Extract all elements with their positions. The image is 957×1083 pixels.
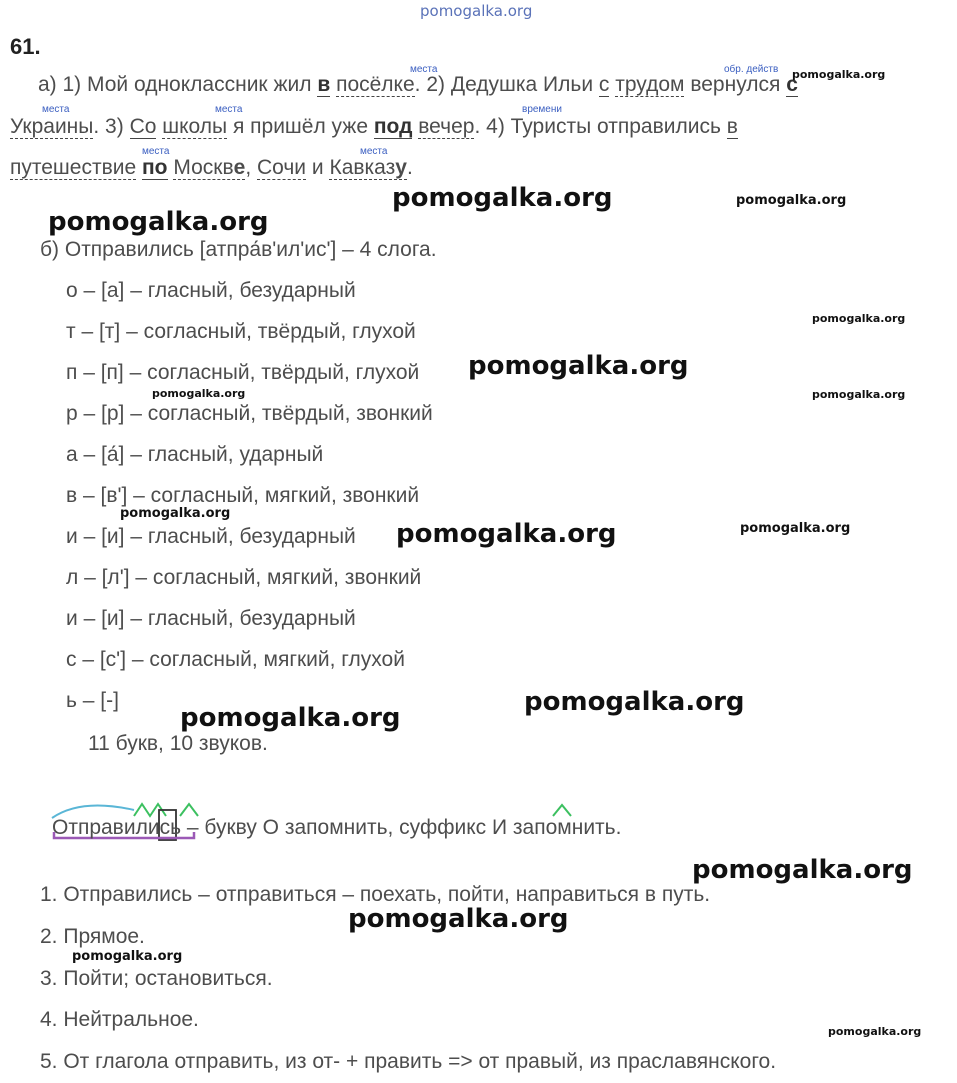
word: вернулся: [690, 73, 781, 96]
text: а) 1) Мой одноклассник жил: [38, 73, 318, 96]
word: путешествие: [10, 156, 137, 179]
morphemic-line: [52, 815, 621, 841]
sup-label: места: [360, 146, 388, 157]
preposition: по: [142, 156, 168, 179]
watermark: pomogalka.org: [828, 1025, 922, 1038]
sound-row: с – [с'] – согласный, мягкий, глухой: [66, 648, 405, 671]
word-postfix: сь: [159, 816, 182, 839]
watermark: pomogalka.org: [692, 855, 913, 885]
part-a-line-2: [10, 114, 738, 140]
answer-item: 2. Прямое.: [40, 925, 145, 948]
preposition: с: [786, 73, 798, 96]
suffix-letter: И: [492, 816, 508, 839]
watermark: pomogalka.org: [792, 68, 886, 81]
part-a-line-1: [38, 72, 798, 98]
watermark: pomogalka.org: [396, 519, 617, 549]
watermark: pomogalka.org: [736, 193, 847, 208]
preposition: под: [373, 115, 413, 138]
word-prefix: От: [52, 816, 78, 839]
sound-row: ь – [-]: [66, 689, 119, 712]
sup-label: места: [410, 64, 438, 75]
watermark: pomogalka.org: [812, 388, 906, 401]
word-root: прав: [77, 816, 124, 839]
sound-row: о – [а] – гласный, безударный: [66, 279, 356, 302]
answer-item: 5. От глагола отправить, из от- + править => от правый, из праславянского.: [40, 1050, 777, 1073]
word-ending: и: [147, 816, 160, 839]
text: . 2) Дедушка Ильи: [414, 73, 599, 96]
word: [329, 156, 406, 180]
sound-row: т – [т] – согласный, твёрдый, глухой: [66, 320, 416, 343]
text: я пришёл уже: [227, 115, 374, 138]
letters-sounds-summary: 11 букв, 10 звуков.: [88, 732, 268, 755]
sup-label: обр. действ: [724, 64, 779, 75]
sup-label: места: [42, 104, 70, 115]
conjunction: и: [311, 156, 324, 179]
text: – букву О запомнить, суффикс: [181, 816, 492, 839]
watermark: pomogalka.org: [348, 904, 569, 934]
preposition: Со: [129, 115, 157, 138]
sound-row: в – [в'] – согласный, мягкий, звонкий: [66, 484, 420, 507]
sound-row: п – [п] – согласный, твёрдый, глухой: [66, 361, 420, 384]
sound-row: р – [р] – согласный, твёрдый, звонкий: [66, 402, 433, 425]
watermark: pomogalka.org: [392, 183, 613, 213]
word: [173, 156, 245, 180]
watermark: pomogalka.org: [812, 312, 906, 325]
sound-row: и – [и] – гласный, безударный: [66, 607, 356, 630]
preposition: с: [598, 73, 610, 96]
watermark: pomogalka.org: [180, 703, 401, 733]
word-suffix: и: [123, 816, 136, 839]
part-b-header: б) Отправились [атпра́в'ил'ис'] – 4 слога.: [40, 238, 437, 261]
answer-item: 4. Нейтральное.: [40, 1008, 199, 1031]
sup-label: места: [215, 104, 243, 115]
word-root: Кавказ: [329, 156, 396, 179]
word-suffix-l: л: [135, 816, 148, 839]
word: посёлке: [336, 73, 415, 96]
sup-label: времени: [522, 104, 562, 115]
text: ,: [245, 156, 257, 179]
text: запомнить.: [507, 816, 622, 839]
word: школы: [162, 115, 228, 138]
watermark: pomogalka.org: [468, 351, 689, 381]
word: вечер: [418, 115, 475, 138]
sound-row: а – [а́] – гласный, ударный: [66, 443, 324, 466]
text: .: [406, 156, 413, 179]
task-number: 61.: [10, 34, 41, 59]
preposition: в: [317, 73, 331, 96]
answer-item: 3. Пойти; остановиться.: [40, 967, 273, 990]
answer-item: 1. Отправились – отправиться – поехать, пойти, направиться в путь.: [40, 883, 711, 906]
part-a-line-3: [10, 155, 413, 181]
sound-row: л – [л'] – согласный, мягкий, звонкий: [66, 566, 422, 589]
sound-row: и – [и] – гласный, безударный: [66, 525, 356, 548]
word-ending: у: [395, 156, 407, 179]
watermark: pomogalka.org: [120, 506, 231, 521]
word-ending: е: [233, 156, 246, 179]
preposition: в: [726, 115, 738, 138]
watermark: pomogalka.org: [152, 387, 246, 400]
watermark: pomogalka.org: [740, 521, 851, 536]
watermark: pomogalka.org: [524, 687, 745, 717]
watermark: pomogalka.org: [72, 949, 183, 964]
word-root: Москв: [173, 156, 234, 179]
sup-label: места: [142, 146, 170, 157]
text: . 3): [93, 115, 130, 138]
watermark: pomogalka.org: [48, 207, 269, 237]
text: . 4) Туристы отправились: [474, 115, 727, 138]
word: Сочи: [256, 156, 307, 179]
word: Украины: [10, 115, 94, 138]
word: трудом: [615, 73, 685, 96]
top-watermark: pomogalka.org: [420, 2, 533, 20]
